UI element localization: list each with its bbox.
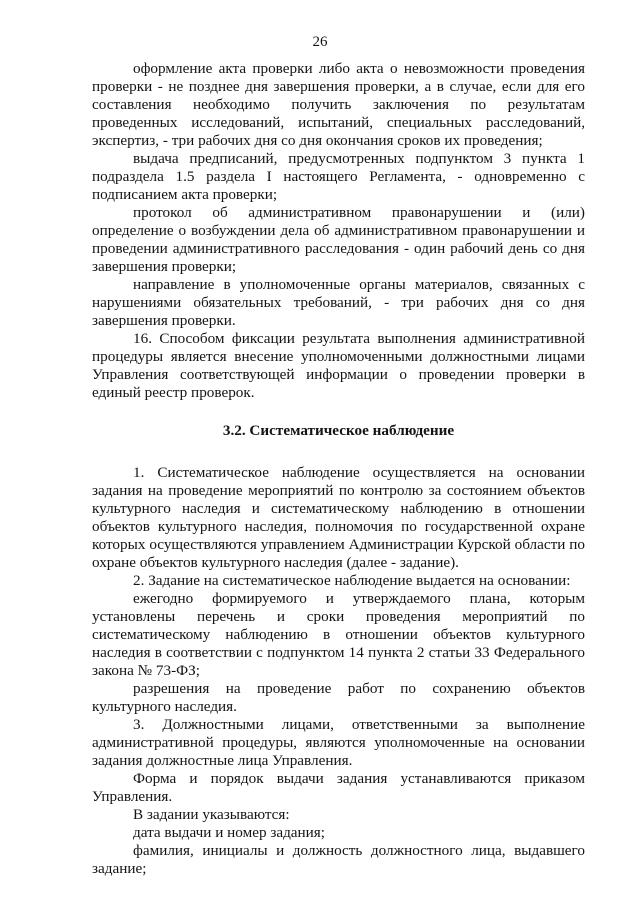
paragraph: 1. Систематическое наблюдение осуществляется на основании задания на проведение мероприятий по контролю за состоянием объектов культурного наследия и систематическому наблюдению в отношении объектов культурного наследия, полномочия по государственной охране которых осуществляются управлением Администрации Курской области по охране объектов культурного наследия (далее - задание). — [92, 464, 585, 571]
paragraph: выдача предписаний, предусмотренных подпунктом 3 пункта 1 подраздела 1.5 раздела I настоящего Регламента, - одновременно с подписанием акта проверки; — [92, 150, 585, 203]
document-body — [92, 60, 585, 878]
paragraph: ежегодно формируемого и утверждаемого плана, которым установлены перечень и сроки проведения мероприятий по систематическому наблюдению в отношении объектов культурного наследия в соответствии с подпунктом 14 пункта 2 статьи 33 Федерального закона № 73-ФЗ; — [92, 590, 585, 679]
paragraph: Форма и порядок выдачи задания устанавливаются приказом Управления. — [92, 770, 585, 805]
paragraph: 16. Способом фиксации результата выполнения административной процедуры является внесение уполномоченными должностными лицами Управления соответствующей информации о проведении проверки в единый реестр проверок. — [92, 330, 585, 401]
paragraph: разрешения на проведение работ по сохранению объектов культурного наследия. — [92, 680, 585, 715]
paragraph: оформление акта проверки либо акта о невозможности проведения проверки - не позднее дня завершения проверки, а в случае, если для его составления необходимо получить заключения по результатам проведенных исследований, испытаний, специальных расследований, экспертиз, - три рабочих дня со дня окончания сроков их проведения; — [92, 60, 585, 149]
paragraph: фамилия, инициалы и должность должностного лица, выдавшего задание; — [92, 842, 585, 877]
section-heading: 3.2. Систематическое наблюдение — [222, 422, 455, 439]
paragraph: дата выдачи и номер задания; — [133, 824, 326, 841]
paragraph: 2. Задание на систематическое наблюдение выдается на основании: — [133, 572, 571, 589]
paragraph: направление в уполномоченные органы материалов, связанных с нарушениями обязательных требований, - три рабочих дня со дня завершения проверки. — [92, 276, 585, 329]
paragraph: В задании указываются: — [133, 806, 290, 823]
page-number: 26 — [312, 34, 328, 50]
paragraph: 3. Должностными лицами, ответственными за выполнение административной процедуры, являются уполномоченные на основании задания должностные лица Управления. — [92, 716, 585, 769]
paragraph: протокол об административном правонарушении и (или) определение о возбуждении дела об административном правонарушении и проведении административного расследования - один рабочий день со дня завершения проверки; — [92, 204, 585, 275]
